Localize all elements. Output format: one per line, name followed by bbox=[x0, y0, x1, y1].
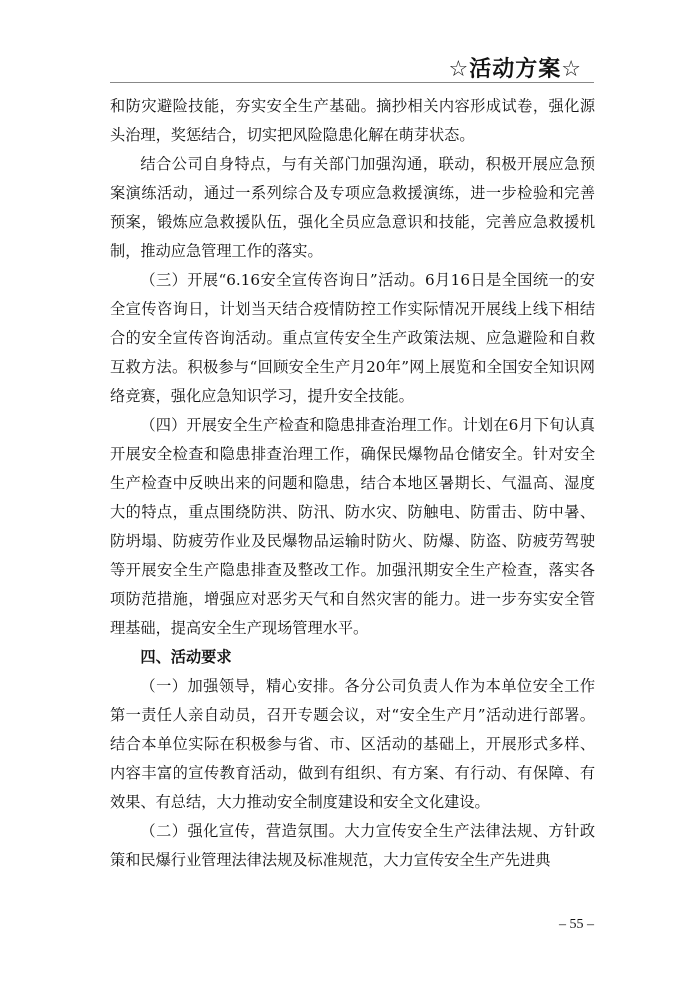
page-number: – 55 – bbox=[559, 917, 594, 932]
paragraph-emergency-drill: 结合公司自身特点，与有关部门加强沟通，联动，积极开展应急预案演练活动，通过一系列综合及专项应急救援演练，进一步检验和完善预案，锻炼应急救援队伍，强化全员应急意识和技能，完善应急救援机制，推动应急管理工作的落实。 bbox=[110, 155, 595, 260]
paragraph-continuation: 和防灾避险技能，夯实安全生产基础。摘抄相关内容形成试卷，强化源头治理，奖惩结合，切实把风险隐患化解在萌芽状态。 bbox=[110, 97, 595, 144]
header-divider bbox=[110, 82, 594, 83]
document-body bbox=[110, 92, 595, 875]
page-header-title: ☆活动方案☆ bbox=[448, 57, 582, 82]
paragraph-item-4: （四）开展安全生产检查和隐患排查治理工作。计划在6月下旬认真开展安全检查和隐患排查治理工作，确保民爆物品仓储安全。针对安全生产检查中反映出来的问题和隐患，结合本地区暑期长、气温高、湿度大的特点，重点围绕防洪、防汛、防水灾、防触电、防雷击、防中暑、防坍塌、防疲劳作业及民爆物品运输时防火、防爆、防盗、防疲劳驾驶等开展安全生产隐患排查及整改工作。加强汛期安全生产检查，落实各项防范措施，增强应对恶劣天气和自然灾害的能力。进一步夯实安全管理基础，提高安全生产现场管理水平。 bbox=[110, 416, 595, 637]
paragraph-requirement-1: （一）加强领导，精心安排。各分公司负责人作为本单位安全工作第一责任人亲自动员，召开专题会议，对“安全生产月”活动进行部署。结合本单位实际在积极参与省、市、区活动的基础上，开展形式多样、内容丰富的宣传教育活动，做到有组织、有方案、有行动、有保障、有效果、有总结，大力推动安全制度建设和安全文化建设。 bbox=[110, 677, 595, 811]
section-heading-requirements: 四、活动要求 bbox=[140, 648, 232, 666]
paragraph-item-3: （三）开展“6.16安全宣传咨询日”活动。6月16日是全国统一的安全宣传咨询日，计划当天结合疫情防控工作实际情况开展线上线下相结合的安全宣传咨询活动。重点宣传安全生产政策法规、应急避险和自救互救方法。积极参与“回顾安全生产月20年”网上展览和全国安全知识网络竞赛，强化应急知识学习，提升安全技能。 bbox=[110, 271, 595, 405]
paragraph-requirement-2: （二）强化宣传，营造氛围。大力宣传安全生产法律法规、方针政策和民爆行业管理法律法规及标准规范，大力宣传安全生产先进典 bbox=[110, 822, 595, 869]
